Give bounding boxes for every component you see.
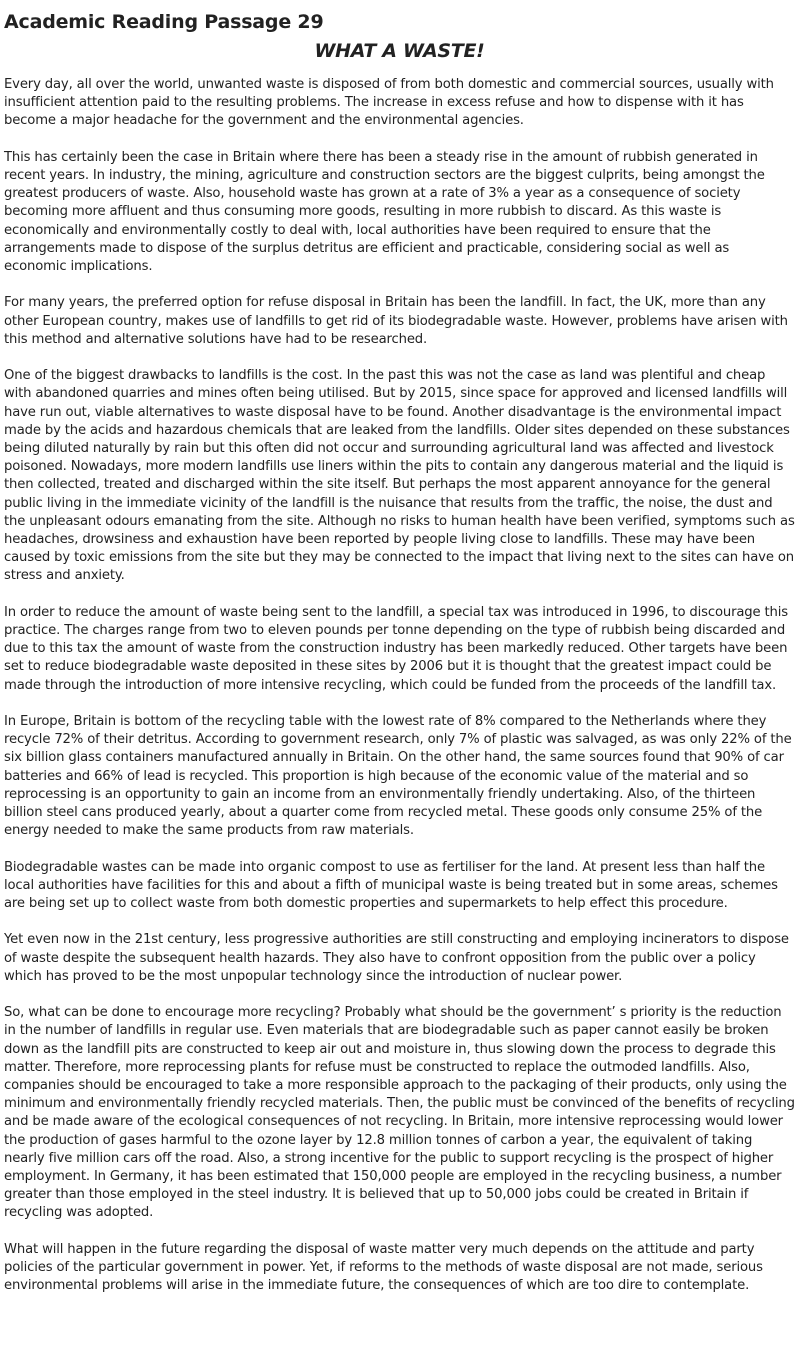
paragraph-10: What will happen in the future regarding the disposal of waste matter very much depends on the attitude and party policies of the particular government in power. Yet, if reforms to the methods of waste disposal are not made, serious environmental problems will arise in the immediate future, the consequences of which are too dire to contemplate. [4, 1241, 763, 1294]
paragraph-6: In Europe, Britain is bottom of the recycling table with the lowest rate of 8% compared to the Netherlands where they recycle 72% of their detritus. According to government research, only 7% of plastic was salvaged, as was only 22% of the six billion glass containers manufactured annually in Britain. On the other hand, the same sources found that 90% of car batteries and 66% of lead is recycled. This proportion is high because of the economic value of the material and so reprocessing is an opportunity to gain an income from an environmentally friendly undertaking. Also, of the thirteen billion steel cans produced yearly, about a quarter come from recycled metal. These goods only consume 25% of the energy needed to make the same products from raw materials. [4, 714, 792, 839]
paragraph-7: Biodegradable wastes can be made into organic compost to use as fertiliser for the land. At present less than half the local authorities have facilities for this and about a fifth of municipal waste is being treated but in some areas, schemes are being set up to collect waste from both domestic properties and supermarkets to help effect this procedure. [4, 859, 778, 912]
paragraph-3: For many years, the preferred option for refuse disposal in Britain has been the landfill. In fact, the UK, more than any other European country, makes use of landfills to get rid of its biodegradable waste. However, problems have arisen with this method and alternative solutions have had to be researched. [4, 295, 788, 347]
paragraph-1: Every day, all over the world, unwanted waste is disposed of from both domestic and commercial sources, usually with insufficient attention paid to the resulting problems. The increase in excess refuse and how to dispense with it has become a major headache for the government and the environmental agencies. [4, 77, 774, 129]
paragraph-5: In order to reduce the amount of waste being sent to the landfill, a special tax was introduced in 1996, to discourage this practice. The charges range from two to eleven pounds per tonne depending on the type of rubbish being discarded and due to this tax the amount of waste from the construction industry has been markedly reduced. Other targets have been set to reduce biodegradable waste deposited in these sites by 2006 but it is thought that the greatest impact could be made through the introduction of more intensive recycling, which could be funded from the proceeds of the landfill tax. [4, 604, 788, 693]
paragraph-4: One of the biggest drawbacks to landfills is the cost. In the past this was not the case as land was plentiful and cheap with abandoned quarries and mines often being utilised. But by 2015, since space for approved and licensed landfills will have run out, viable alternatives to waste disposal have to be found. Another disadvantage is the environmental impact made by the acids and hazardous chemicals that are leaked from the landfills. Older sites depended on these substances being diluted naturally by rain but this often did not occur and surrounding agricultural land was affected and livestock poisoned. Nowadays, more modern landfills use liners within the pits to contain any dangerous material and the liquid is then collected, treated and discharged within the site itself. But perhaps the most apparent annoyance for the general public living in the immediate vicinity of the landfill is the nuisance that results from the traffic, the noise, the dust and the unpleasant odours emanating from the site. Although no risks to human health have been verified, symptoms such as headaches, drowsiness and exhaustion have been reported by people living close to landfills. These may have been caused by toxic emissions from the site but they may be connected to the impact that living next to the sites can have on stress and anxiety. [4, 368, 795, 584]
paragraph-8: Yet even now in the 21st century, less progressive authorities are still constructing and employing incinerators to dispose of waste despite the subsequent health hazards. They also have to confront opposition from the public over a policy which has proved to be the most unpopular technology since the introduction of nuclear power. [4, 932, 789, 984]
paragraph-2: This has certainly been the case in Britain where there has been a steady rise in the amount of rubbish generated in recent years. In industry, the mining, agriculture and construction sectors are the biggest culprits, being amongst the greatest producers of waste. Also, household waste has grown at a rate of 3% a year as a consequence of society becoming more affluent and thus consuming more goods, resulting in more rubbish to discard. As this waste is economically and environmentally costly to deal with, local authorities have been required to ensure that the arrangements made to dispose of the surplus detritus are efficient and practicable, considering social as well as economic implications. [4, 149, 765, 275]
article-title: WHAT A WASTE! [314, 40, 485, 62]
paragraph-9: So, what can be done to encourage more recycling? Probably what should be the government’ s priority is the reduction in the number of landfills in regular use. Even materials that are biodegradable such as paper cannot easily be broken down as the landfill pits are constructed to keep air out and moisture in, thus slowing down the process to degrade this matter. Therefore, more reprocessing plants for refuse must be constructed to replace the outmoded landfills. Also, companies should be encouraged to take a more responsible approach to the packaging of their products, only using the minimum and environmentally friendly recycled materials. Then, the public must be convinced of the benefits of recycling and be made aware of the ecological consequences of not recycling. In Britain, more intensive reprocessing would lower the production of gases harmful to the ozone layer by 12.8 million tonnes of carbon a year, the equivalent of taking nearly five million cars off the road. Also, a strong incentive for the public to support recycling is the prospect of higher employment. In Germany, it has been estimated that 150,000 people are employed in the recycling business, a number greater than those employed in the steel industry. It is believed that up to 50,000 jobs could be created in Britain if recycling was adopted. [4, 1005, 795, 1221]
page-heading: Academic Reading Passage 29 [4, 11, 324, 33]
